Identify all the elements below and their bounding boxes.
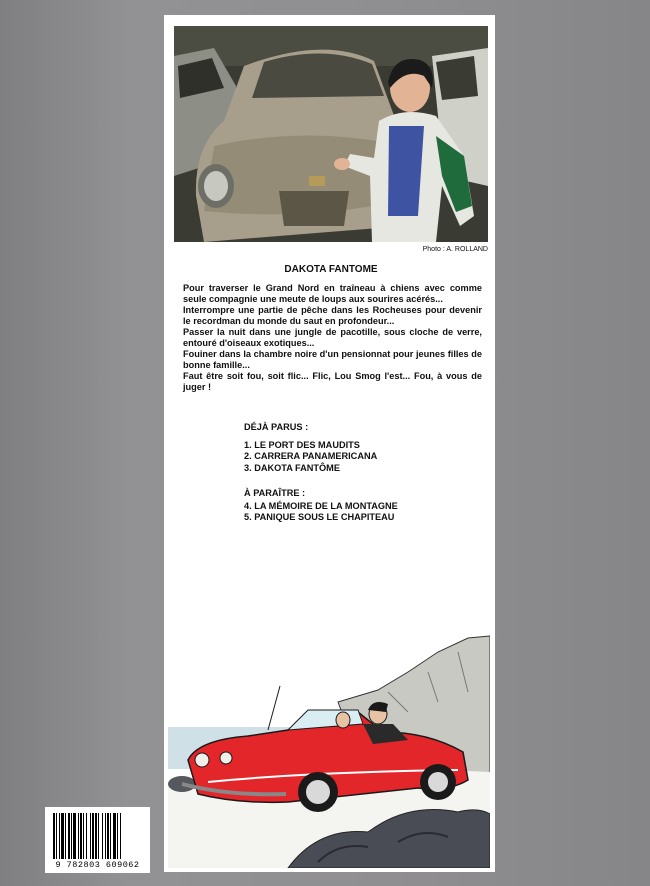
barcode-bar	[107, 813, 109, 859]
barcode-bar	[78, 813, 79, 859]
published-heading: DÉJÀ PARUS :	[244, 422, 309, 432]
barcode-bar	[117, 813, 118, 859]
barcode-bar	[65, 813, 66, 859]
red-convertible-illustration	[168, 632, 490, 868]
published-list	[244, 422, 484, 474]
barcode-bar	[68, 813, 70, 859]
barcode-bar	[80, 813, 82, 859]
synopsis-paragraph: Interrompre une partie de pêche dans les Rocheuses pour devenir le recordman du monde du saut en profondeur...	[183, 305, 482, 326]
barcode-bar	[113, 813, 116, 859]
barcode-bar	[92, 813, 94, 859]
barcode-bar	[53, 813, 55, 859]
barcode-bar	[86, 813, 87, 859]
barcode-bar	[61, 813, 64, 859]
barcode	[45, 807, 150, 873]
barcode-bar	[110, 813, 111, 859]
synopsis-paragraph: Faut être soit fou, soit flic... Flic, Lou Smog l'est... Fou, à vous de juger !	[183, 371, 482, 392]
barcode-bar	[102, 813, 103, 859]
upcoming-list	[244, 488, 484, 524]
barcode-number: 9 782803 609062	[55, 860, 140, 870]
book-title: DAKOTA FANTOME	[284, 264, 378, 275]
synopsis-paragraph: Pour traverser le Grand Nord en traîneau à chiens avec comme seule compagnie une meute de loups aux sourires acérés...	[183, 283, 482, 304]
list-item: 1. LE PORT DES MAUDITS	[244, 439, 360, 450]
synopsis-paragraph: Passer la nuit dans une jungle de pacotille, sous cloche de verre, entouré d'oiseaux exotiques...	[183, 327, 482, 348]
barcode-bar	[95, 813, 97, 859]
list-item: 3. DAKOTA FANTÔME	[244, 462, 340, 473]
author-photo	[174, 26, 488, 242]
barcode-bars	[53, 813, 142, 859]
barcode-bar	[83, 813, 84, 859]
barcode-bar	[71, 813, 72, 859]
car-illustration	[168, 632, 490, 868]
barcode-bar	[59, 813, 60, 859]
upcoming-heading: À PARAÎTRE :	[244, 488, 306, 498]
photo-credit: Photo : A. ROLLAND	[422, 246, 488, 253]
list-item: 5. PANIQUE SOUS LE CHAPITEAU	[244, 512, 395, 522]
list-item: 2. CARRERA PANAMERICANA	[244, 451, 378, 461]
synopsis	[183, 283, 482, 393]
synopsis-paragraph: Fouiner dans la chambre noire d'un pensionnat pour jeunes filles de bonne famille...	[183, 349, 482, 370]
barcode-bar	[56, 813, 57, 859]
list-item: 4. LA MÉMOIRE DE LA MONTAGNE	[244, 500, 398, 511]
barcode-bar	[90, 813, 91, 859]
barcode-bar	[73, 813, 76, 859]
barcode-bar	[98, 813, 99, 859]
author-photo-image	[174, 26, 488, 242]
barcode-bar	[105, 813, 106, 859]
barcode-bar	[120, 813, 121, 859]
